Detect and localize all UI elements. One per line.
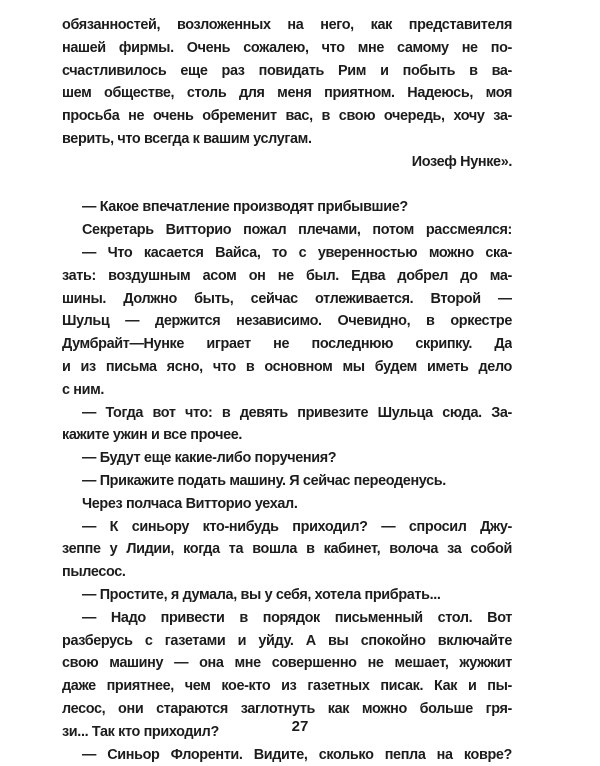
text-line: Секретарь Витторио пожал плечами, потом рассмеялся:	[62, 219, 512, 242]
text-line: кажите ужин и все прочее.	[62, 424, 512, 447]
text-line: шем обществе, столь для меня приятном. Надеюсь, моя	[62, 82, 512, 105]
text-line: пылесос.	[62, 561, 512, 584]
text-line: верить, что всегда к вашим услугам.	[62, 128, 512, 151]
text-line: — Надо привести в порядок письменный стол. Вот	[62, 607, 512, 630]
text-line: с ним.	[62, 379, 512, 402]
page-text	[62, 14, 512, 766]
text-line: свою машину — она мне совершенно не мешает, жужжит	[62, 652, 512, 675]
text-line: — Какое впечатление производят прибывшие?	[62, 196, 512, 219]
paragraph-gap	[62, 174, 512, 197]
letter-signature: Иозеф Нунке».	[62, 151, 512, 174]
text-line: — Простите, я думала, вы у себя, хотела прибрать...	[62, 584, 512, 607]
text-line: зеппе у Лидии, когда та вошла в кабинет, волоча за собой	[62, 538, 512, 561]
text-line: — К синьору кто-нибудь приходил? — спросил Джу-	[62, 516, 512, 539]
text-line: лесос, они стараются заглотнуть как можно больше гря-	[62, 698, 512, 721]
text-line: — Что касается Вайса, то с уверенностью можно ска-	[62, 242, 512, 265]
text-line: — Прикажите подать машину. Я сейчас переоденусь.	[62, 470, 512, 493]
page-number: 27	[0, 718, 600, 735]
text-line: обязанностей, возложенных на него, как представителя	[62, 14, 512, 37]
text-line: зи... Так кто приходил?	[62, 721, 512, 744]
text-line: Думбрайт—Нунке играет не последнюю скрипку. Да	[62, 333, 512, 356]
text-line: счастливилось еще раз повидать Рим и побыть в ва-	[62, 60, 512, 83]
text-line: просьба не очень обременит вас, в свою очередь, хочу за-	[62, 105, 512, 128]
text-line: зать: воздушным асом он не был. Едва добрел до ма-	[62, 265, 512, 288]
text-line: даже приятнее, чем кое-кто из газетных писак. Как и пы-	[62, 675, 512, 698]
text-line: — Будут еще какие-либо поручения?	[62, 447, 512, 470]
text-line: и из письма ясно, что в основном мы будем иметь дело	[62, 356, 512, 379]
text-line: Шульц — держится независимо. Очевидно, в оркестре	[62, 310, 512, 333]
text-line: — Синьор Флоренти. Видите, сколько пепла на ковре?	[62, 744, 512, 766]
text-line: Через полчаса Витторио уехал.	[62, 493, 512, 516]
text-line: разберусь с газетами и уйду. А вы спокойно включайте	[62, 630, 512, 653]
text-line: нашей фирмы. Очень сожалею, что мне самому не по-	[62, 37, 512, 60]
text-line: шины. Должно быть, сейчас отлеживается. Второй —	[62, 288, 512, 311]
text-line: — Тогда вот что: в девять привезите Шульца сюда. За-	[62, 402, 512, 425]
